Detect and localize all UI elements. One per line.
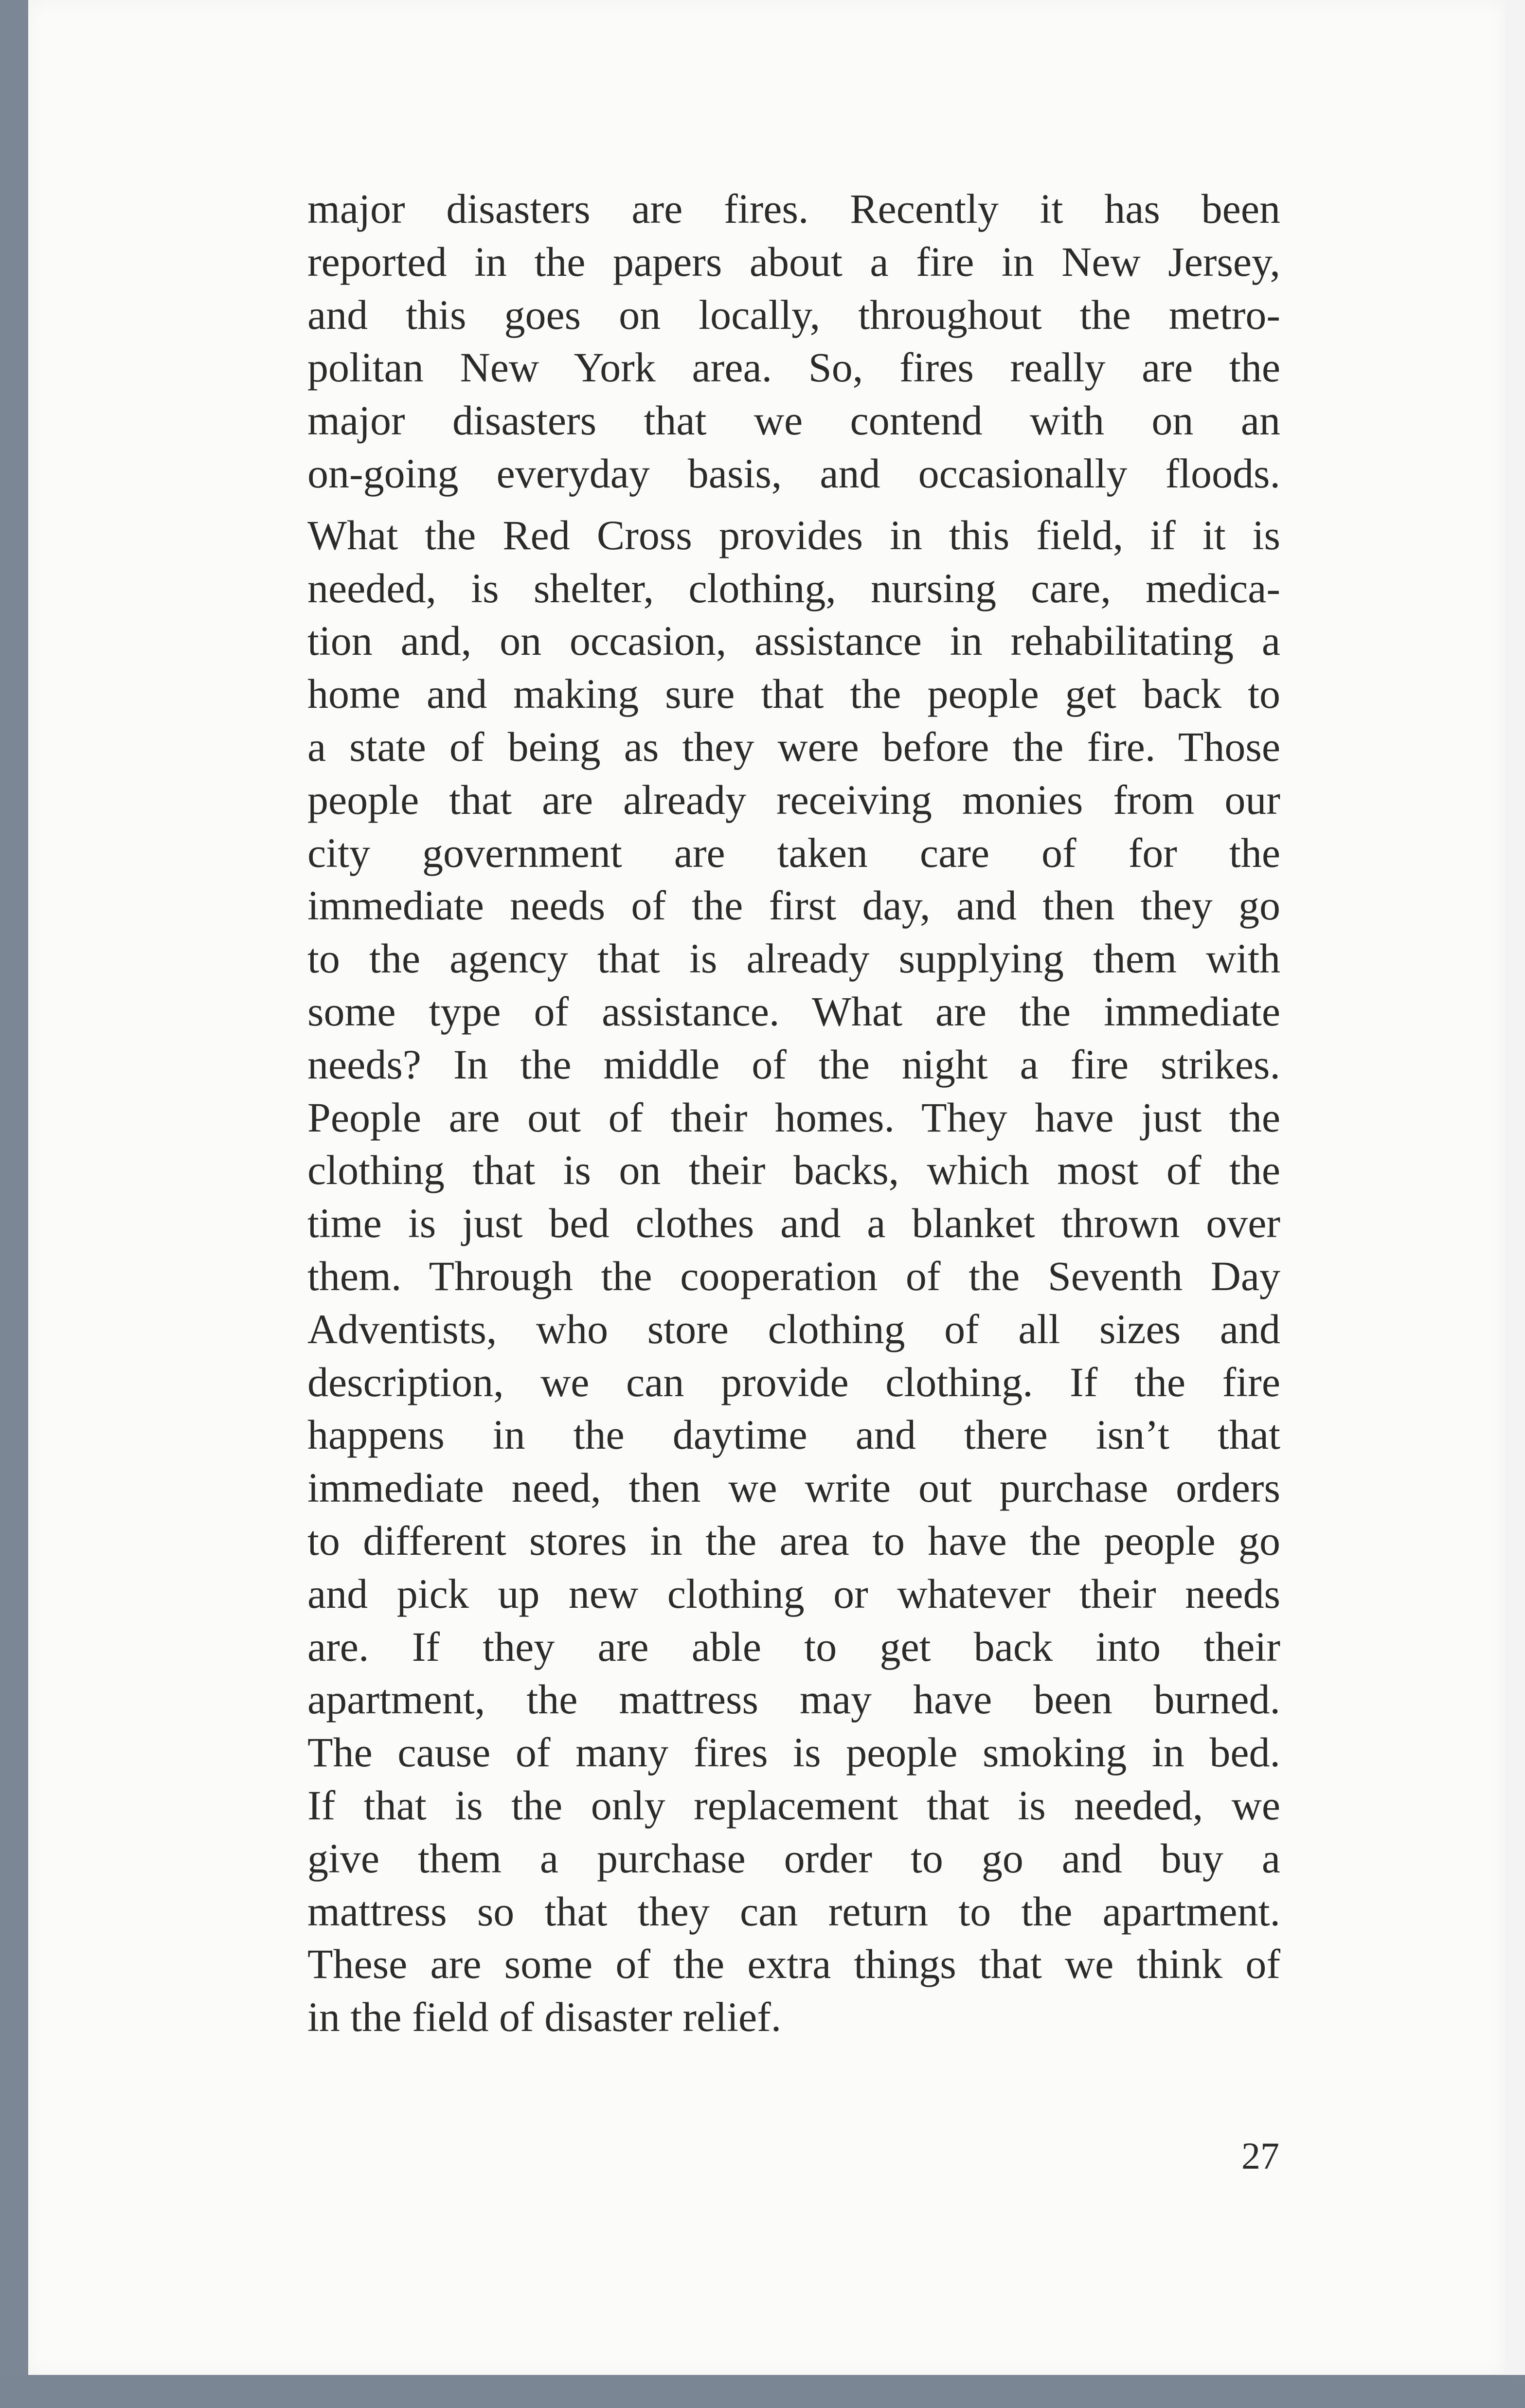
text-line: If that is the only replacement that is needed, we (307, 1781, 1280, 1829)
text-line: home and making sure that the people get back to (307, 670, 1280, 718)
text-line: give them a purchase order to go and buy a (307, 1834, 1280, 1882)
text-line: time is just bed clothes and a blanket thrown over (307, 1200, 1280, 1247)
text-line: people that are already receiving monies from our (307, 776, 1280, 823)
page-edge-strip (1505, 0, 1525, 2408)
text-line: Adventists, who store clothing of all sizes and (307, 1305, 1280, 1352)
text-line: immediate needs of the first day, and then they go (307, 882, 1280, 929)
text-line: major disasters that we contend with on an (307, 397, 1280, 444)
text-line: happens in the daytime and there isn’t that (307, 1411, 1280, 1458)
text-line: to the agency that is already supplying them with (307, 935, 1280, 982)
text-line: in the field of disaster relief. (307, 1994, 782, 2041)
scan-bottom-border (0, 2375, 1525, 2408)
text-line: major disasters are fires. Recently it has been (307, 185, 1280, 232)
paragraph-gap (307, 500, 1280, 509)
text-line: city government are taken care of for the (307, 829, 1280, 876)
text-line: These are some of the extra things that we think of (307, 1941, 1280, 1988)
text-line: immediate need, then we write out purchase orders (307, 1464, 1280, 1511)
text-line: and this goes on locally, throughout the metro- (307, 291, 1280, 338)
body-text (307, 182, 1280, 2044)
text-line: mattress so that they can return to the apartment. (307, 1887, 1280, 1935)
text-line: needs? In the middle of the night a fire strikes. (307, 1041, 1280, 1088)
text-line: reported in the papers about a fire in New Jersey, (307, 238, 1280, 285)
text-line: to different stores in the area to have the people go (307, 1517, 1280, 1564)
text-line: description, we can provide clothing. If the fire (307, 1358, 1280, 1405)
page-number: 27 (1241, 2135, 1279, 2177)
text-line: some type of assistance. What are the immediate (307, 988, 1280, 1035)
text-line: apartment, the mattress may have been burned. (307, 1676, 1280, 1723)
text-line: clothing that is on their backs, which most of the (307, 1147, 1280, 1194)
text-line: The cause of many fires is people smoking in bed. (307, 1729, 1280, 1776)
text-line: a state of being as they were before the fire. Those (307, 723, 1280, 770)
text-line: politan New York area. So, fires really are the (307, 344, 1280, 391)
text-line: tion and, on occasion, assistance in rehabilitating a (307, 617, 1280, 665)
text-line: What the Red Cross provides in this field, if it is (307, 511, 1280, 558)
text-line: and pick up new clothing or whatever their needs (307, 1570, 1280, 1617)
text-line: People are out of their homes. They have just the (307, 1094, 1280, 1141)
text-line: needed, is shelter, clothing, nursing care, medica- (307, 564, 1280, 611)
text-line: are. If they are able to get back into their (307, 1623, 1280, 1670)
text-line: them. Through the cooperation of the Seventh Day (307, 1252, 1280, 1299)
text-line: on-going everyday basis, and occasionally floods. (307, 449, 1280, 497)
